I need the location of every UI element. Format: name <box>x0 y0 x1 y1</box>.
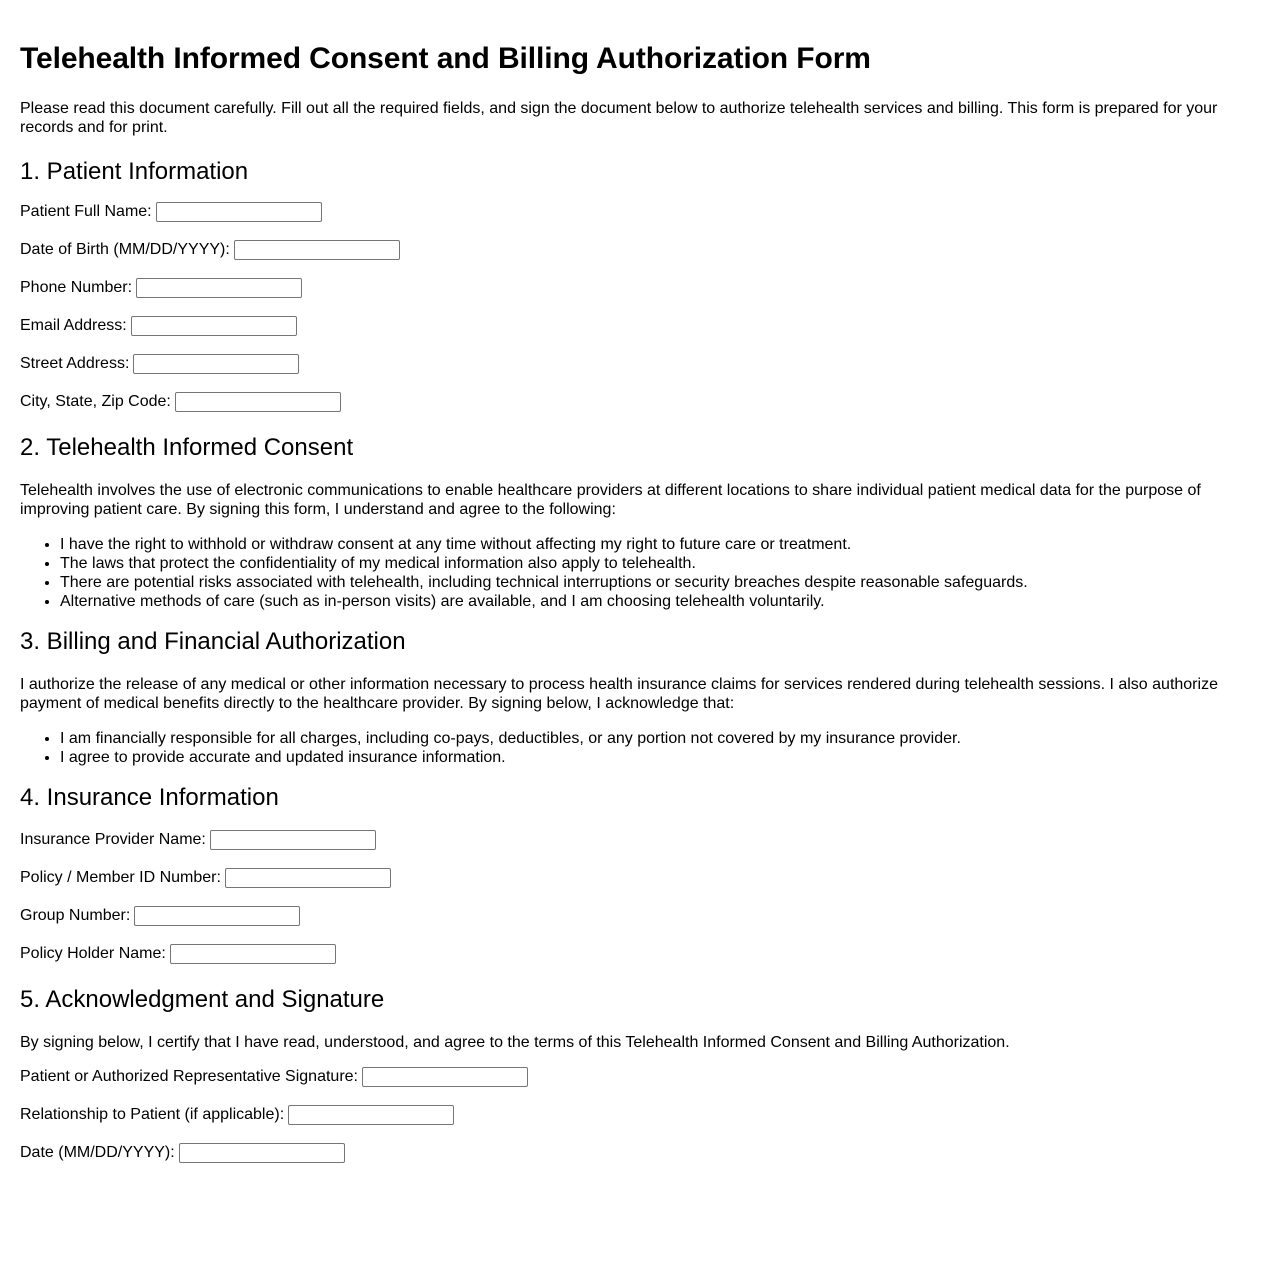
consent-list <box>20 535 1242 611</box>
patient-full-name-row <box>20 201 1242 223</box>
phone-number-input[interactable] <box>136 278 302 298</box>
policy-member-id-label: Policy / Member ID Number: <box>20 869 221 886</box>
city-state-zip-label: City, State, Zip Code: <box>20 393 171 410</box>
date-of-birth-row <box>20 239 1242 261</box>
list-item: • There are potential risks associated with telehealth, including technical interruptions or security breaches despite reasonable safeguards. <box>60 573 1242 592</box>
street-address-row <box>20 353 1242 375</box>
group-number-label: Group Number: <box>20 907 131 924</box>
patient-full-name-input[interactable] <box>156 202 322 222</box>
city-state-zip-input[interactable] <box>175 392 341 412</box>
form-title: Telehealth Informed Consent and Billing Authorization Form <box>20 42 871 75</box>
date-of-birth-label: Date of Birth (MM/DD/YYYY): <box>20 241 230 258</box>
insurance-provider-row <box>20 829 1242 851</box>
section-heading-billing-authorization: 3. Billing and Financial Authorization <box>20 628 406 655</box>
intro-text: Please read this document carefully. Fill out all the required fields, and sign the document below to authorize telehealth services and billing. This form is prepared for your records and for print. <box>20 100 1218 136</box>
list-item: • I agree to provide accurate and updated insurance information. <box>60 748 1242 767</box>
email-address-label: Email Address: <box>20 317 127 334</box>
section-heading-acknowledgment-signature: 5. Acknowledgment and Signature <box>20 986 385 1013</box>
section-heading-insurance-information: 4. Insurance Information <box>20 784 279 811</box>
insurance-provider-label: Insurance Provider Name: <box>20 831 206 848</box>
policy-member-id-input[interactable] <box>225 868 391 888</box>
policy-member-id-row <box>20 867 1242 889</box>
insurance-provider-input[interactable] <box>210 830 376 850</box>
signature-date-row <box>20 1142 1242 1164</box>
policy-holder-name-label: Policy Holder Name: <box>20 945 166 962</box>
patient-full-name-label: Patient Full Name: <box>20 203 152 220</box>
section-heading-telehealth-consent: 2. Telehealth Informed Consent <box>20 434 354 461</box>
policy-holder-name-input[interactable] <box>170 944 336 964</box>
policy-holder-name-row <box>20 943 1242 965</box>
group-number-row <box>20 905 1242 927</box>
signature-label: Patient or Authorized Representative Signature: <box>20 1068 358 1085</box>
signature-input[interactable] <box>362 1067 528 1087</box>
street-address-label: Street Address: <box>20 355 130 372</box>
consent-paragraph: Telehealth involves the use of electronic communications to enable healthcare providers at different locations to share individual patient medical data for the purpose of improving patient care. By signing this form, I understand and agree to the following: <box>20 482 1201 518</box>
billing-paragraph: I authorize the release of any medical or other information necessary to process health insurance claims for services rendered during telehealth sessions. I also authorize payment of medical benefits directly to the healthcare provider. By signing below, I acknowledge that: <box>20 676 1218 712</box>
street-address-input[interactable] <box>133 354 299 374</box>
list-item: • I have the right to withhold or withdraw consent at any time without affecting my right to future care or treatment. <box>60 535 1242 554</box>
billing-list <box>20 729 1242 767</box>
signature-date-input[interactable] <box>179 1143 345 1163</box>
signature-row <box>20 1066 1242 1088</box>
list-item: • I am financially responsible for all charges, including co-pays, deductibles, or any portion not covered by my insurance provider. <box>60 729 1242 748</box>
group-number-input[interactable] <box>134 906 300 926</box>
city-state-zip-row <box>20 391 1242 413</box>
phone-number-row <box>20 277 1242 299</box>
section-heading-patient-information: 1. Patient Information <box>20 158 249 185</box>
date-of-birth-input[interactable] <box>234 240 400 260</box>
relationship-input[interactable] <box>288 1105 454 1125</box>
email-address-row <box>20 315 1242 337</box>
signature-date-label: Date (MM/DD/YYYY): <box>20 1144 175 1161</box>
signature-paragraph: By signing below, I certify that I have read, understood, and agree to the terms of this Telehealth Informed Consent and Billing Authorization. <box>20 1034 1010 1051</box>
list-item: • Alternative methods of care (such as in-person visits) are available, and I am choosing telehealth voluntarily. <box>60 592 1242 611</box>
relationship-label: Relationship to Patient (if applicable): <box>20 1106 285 1123</box>
email-address-input[interactable] <box>131 316 297 336</box>
relationship-row <box>20 1104 1242 1126</box>
phone-number-label: Phone Number: <box>20 279 133 296</box>
list-item: • The laws that protect the confidentiality of my medical information also apply to telehealth. <box>60 554 1242 573</box>
consent-form-page <box>0 41 1262 1164</box>
